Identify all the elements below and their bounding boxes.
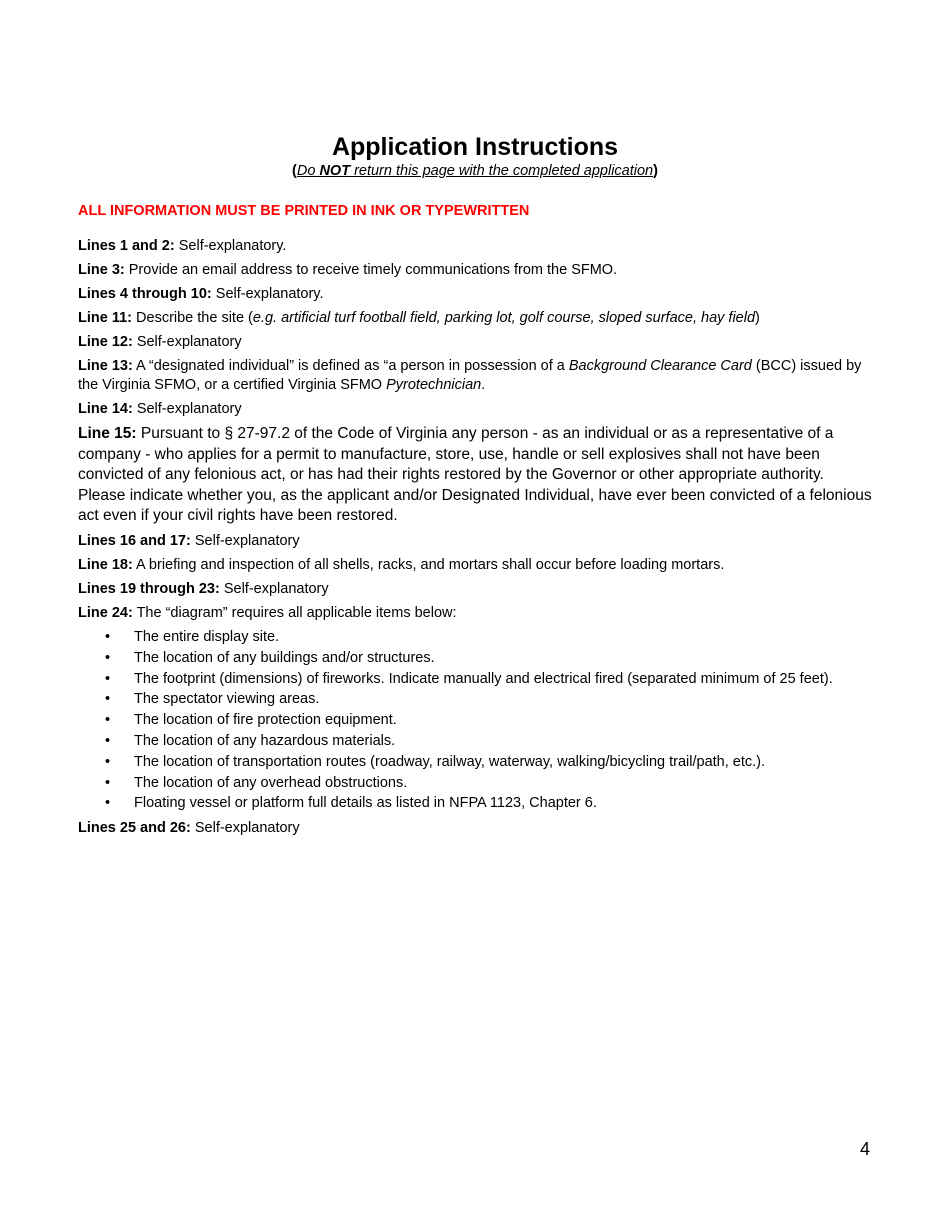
instruction-text: Self-explanatory	[132, 334, 242, 350]
bullet-icon: •	[105, 649, 111, 666]
subtitle-not: NOT	[319, 163, 351, 179]
instruction-label: Lines 19 through 23:	[78, 580, 220, 597]
list-item-text: The location of any hazardous materials.	[134, 732, 396, 749]
list-item-text: The entire display site.	[134, 628, 280, 645]
subtitle-text	[297, 163, 653, 179]
instruction-line-14	[78, 400, 873, 419]
list-item	[78, 731, 873, 752]
subtitle-rest: return this page with the completed application	[350, 163, 654, 179]
instruction-line-24	[78, 604, 873, 623]
instruction-label: Lines 4 through 10:	[78, 286, 212, 302]
subtitle-do: Do	[296, 163, 320, 179]
list-item	[78, 627, 873, 648]
page-title: Application Instructions	[331, 133, 619, 161]
instruction-italic: Pyrotechnician	[386, 377, 482, 393]
list-item-text: The location of any overhead obstructions.	[134, 774, 408, 791]
bullet-icon: •	[105, 628, 111, 645]
bullet-icon: •	[105, 691, 111, 708]
instruction-text: Self-explanatory	[132, 401, 242, 417]
instruction-text: Self-explanatory	[219, 580, 329, 597]
instruction-label: Line 3:	[78, 262, 125, 278]
instruction-line-11	[78, 309, 873, 328]
instruction-text: A briefing and inspection of all shells, racks, and mortars shall occur before loading mortars.	[132, 556, 725, 573]
subtitle-close-paren: )	[653, 163, 658, 179]
instruction-text: Self-explanatory	[190, 820, 300, 837]
instruction-text: )	[755, 310, 760, 326]
instruction-text: A “designated individual” is defined as “a person in possession of a	[132, 358, 569, 374]
page-number: 4	[860, 1139, 871, 1159]
list-item	[78, 752, 873, 773]
list-item	[78, 793, 873, 814]
instruction-text: Self-explanatory	[190, 532, 300, 549]
instruction-lines-25-26	[78, 819, 873, 838]
list-item-text: Floating vessel or platform full details as listed in NFPA 1123, Chapter 6.	[134, 795, 597, 812]
instruction-text: Describe the site (	[132, 310, 253, 326]
bullet-icon: •	[105, 732, 111, 749]
instruction-italic: Background Clearance Card	[568, 358, 752, 374]
list-item-text: The location of fire protection equipment.	[134, 712, 397, 729]
instruction-lines-19-23	[78, 580, 873, 599]
ink-warning: ALL INFORMATION MUST BE PRINTED IN INK OR TYPEWRITTEN	[78, 203, 530, 219]
instruction-text: Self-explanatory.	[174, 238, 287, 254]
subtitle-open-paren: (	[292, 163, 297, 179]
diagram-requirements-list	[78, 627, 873, 814]
instruction-line-15	[78, 424, 873, 527]
list-item-text: The footprint (dimensions) of fireworks. Indicate manually and electrical fired (separated minimum of 25 feet).	[134, 670, 833, 687]
bullet-icon: •	[105, 795, 111, 812]
list-item	[78, 689, 873, 710]
instruction-text: .	[481, 377, 486, 393]
instruction-text: Provide an email address to receive timely communications from the SFMO.	[124, 262, 618, 278]
list-item	[78, 648, 873, 669]
instruction-label: Line 24:	[78, 604, 133, 621]
list-item-text: The location of any buildings and/or structures.	[134, 649, 435, 666]
bullet-icon: •	[105, 753, 111, 770]
instruction-lines-1-2	[78, 237, 873, 256]
bullet-icon: •	[105, 712, 111, 729]
instruction-text: Self-explanatory.	[211, 286, 324, 302]
instruction-text: (BCC) issued by the Virginia SFMO, or a certified Virginia SFMO	[78, 358, 862, 393]
instruction-lines-4-10	[78, 285, 873, 304]
list-item	[78, 669, 873, 690]
list-item-text: The location of transportation routes (roadway, railway, waterway, walking/bicycling trail/path, etc.).	[134, 753, 766, 770]
instructions-body	[78, 237, 873, 843]
instruction-label: Lines 1 and 2:	[78, 238, 175, 254]
instruction-label: Line 13:	[78, 358, 133, 374]
instruction-text: Pursuant to § 27-97.2 of the Code of Virginia any person - as an individual or as a representative of a company - who applies for a permit to manufacture, store, use, handle or sell explosives shall not have been convicted of any felonious act, or has had their rights restored by the Governor or other appropriate authority. Please indicate whether you, as the applicant and/or Designated Individual, have ever been convicted of a felonious act even if your civil rights have been restored.	[78, 425, 872, 525]
page-subtitle	[0, 162, 950, 180]
instruction-label: Line 12:	[78, 334, 133, 350]
list-item	[78, 773, 873, 794]
bullet-icon: •	[105, 774, 111, 791]
instruction-label: Lines 25 and 26:	[78, 820, 191, 837]
instruction-lines-16-17	[78, 532, 873, 551]
instruction-label: Line 18:	[78, 556, 133, 573]
instruction-line-3	[78, 261, 873, 280]
bullet-icon: •	[105, 670, 111, 687]
instruction-text: The “diagram” requires all applicable items below:	[132, 604, 457, 621]
instruction-line-13	[78, 357, 873, 395]
instruction-line-12	[78, 333, 873, 352]
list-item-text: The spectator viewing areas.	[134, 691, 320, 708]
instruction-label: Line 14:	[78, 401, 133, 417]
instruction-line-18	[78, 556, 873, 575]
instruction-italic: e.g. artificial turf football field, parking lot, golf course, sloped surface, hay field	[252, 310, 756, 326]
list-item	[78, 710, 873, 731]
instruction-label: Line 11:	[78, 310, 132, 326]
instruction-label: Lines 16 and 17:	[78, 532, 191, 549]
instruction-label: Line 15:	[78, 425, 137, 442]
